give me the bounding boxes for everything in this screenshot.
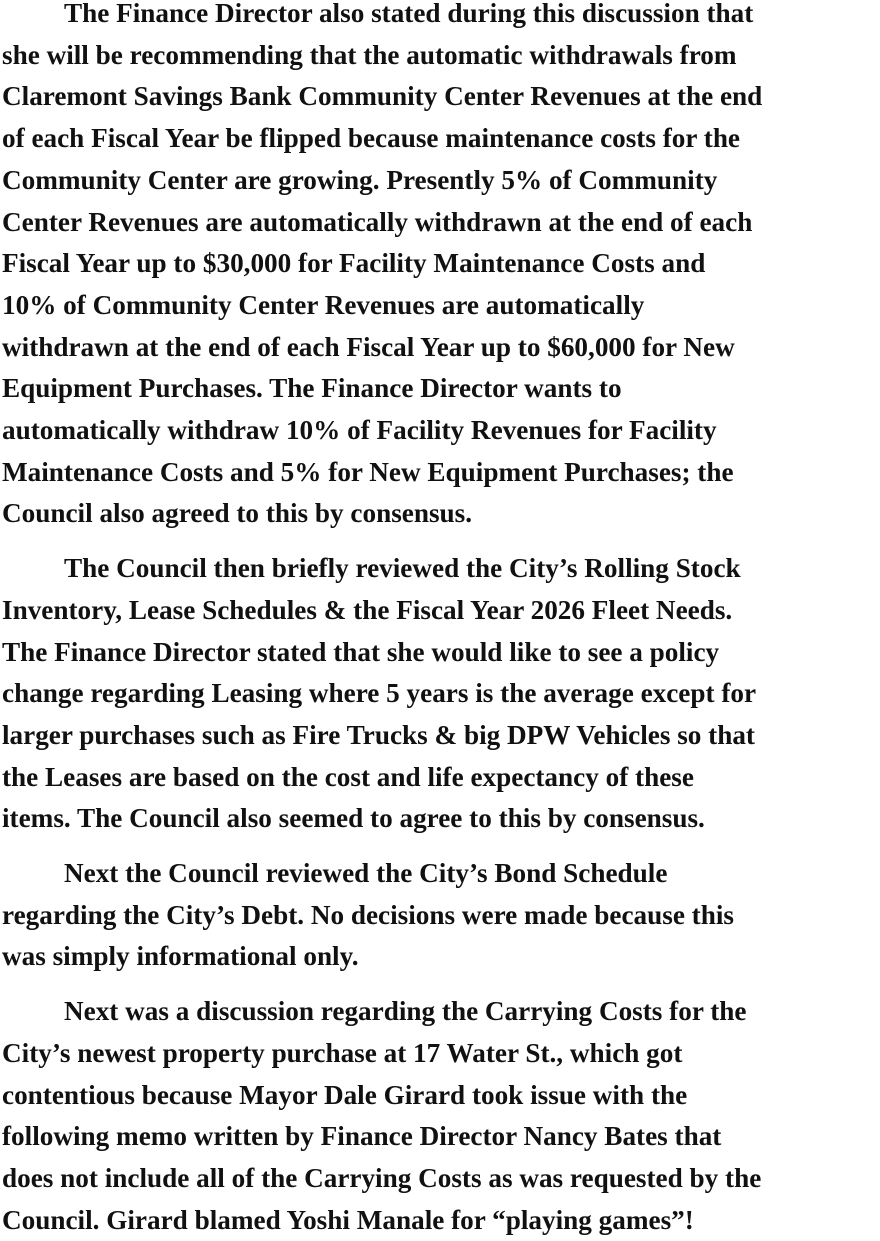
text-line: Inventory, Lease Schedules & the Fiscal Year 2026 Fleet Needs. (2, 594, 733, 625)
text-line: contentious because Mayor Dale Girard took issue with the (2, 1079, 688, 1110)
text-line: Council also agreed to this by consensus. (2, 498, 473, 529)
text-line: regarding the City’s Debt. No decisions were made because this (2, 899, 734, 930)
text-line: 10% of Community Center Revenues are automatically (2, 289, 645, 320)
text-line: Maintenance Costs and 5% for New Equipment Purchases; the (2, 456, 734, 487)
text-line: she will be recommending that the automatic withdrawals from (2, 39, 737, 70)
text-line: Next was a discussion regarding the Carrying Costs for the (64, 996, 747, 1027)
text-line: items. The Council also seemed to agree to this by consensus. (2, 803, 705, 834)
text-line: following memo written by Finance Director Nancy Bates that (2, 1121, 722, 1152)
text-line: Community Center are growing. Presently 5% of Community (2, 164, 718, 195)
text-line: the Leases are based on the cost and life expectancy of these (2, 761, 694, 792)
paragraph-spacer (2, 535, 880, 548)
paragraph-rolling-stock (2, 548, 880, 840)
text-line: Claremont Savings Bank Community Center Revenues at the end (2, 81, 763, 112)
text-line: Center Revenues are automatically withdrawn at the end of each (2, 206, 753, 237)
text-line: was simply informational only. (2, 941, 359, 972)
text-line: The Finance Director stated that she would like to see a policy (2, 636, 720, 667)
text-line: Equipment Purchases. The Finance Director wants to (2, 373, 622, 404)
text-line: City’s newest property purchase at 17 Water St., which got (2, 1037, 683, 1068)
paragraph-finance-withdrawals (2, 0, 880, 535)
text-line: automatically withdraw 10% of Facility Revenues for Facility (2, 415, 717, 446)
paragraph-carrying-costs (2, 991, 880, 1241)
text-line: of each Fiscal Year be flipped because maintenance costs for the (2, 123, 741, 154)
text-line: Fiscal Year up to $30,000 for Facility Maintenance Costs and (2, 248, 706, 279)
paragraph-spacer (2, 840, 880, 853)
paragraph-bond-schedule (2, 853, 880, 978)
text-line: The Council then briefly reviewed the City’s Rolling Stock (64, 553, 741, 584)
text-line: does not include all of the Carrying Costs as was requested by the (2, 1162, 762, 1193)
text-line: withdrawn at the end of each Fiscal Year up to $60,000 for New (2, 331, 735, 362)
text-line: Council. Girard blamed Yoshi Manale for “playing games”! (2, 1204, 694, 1235)
text-line: larger purchases such as Fire Trucks & big DPW Vehicles so that (2, 719, 755, 750)
text-line: change regarding Leasing where 5 years is the average except for (2, 678, 757, 709)
paragraph-spacer (2, 978, 880, 991)
text-line: The Finance Director also stated during this discussion that (64, 0, 754, 28)
text-line: Next the Council reviewed the City’s Bond Schedule (64, 858, 668, 889)
